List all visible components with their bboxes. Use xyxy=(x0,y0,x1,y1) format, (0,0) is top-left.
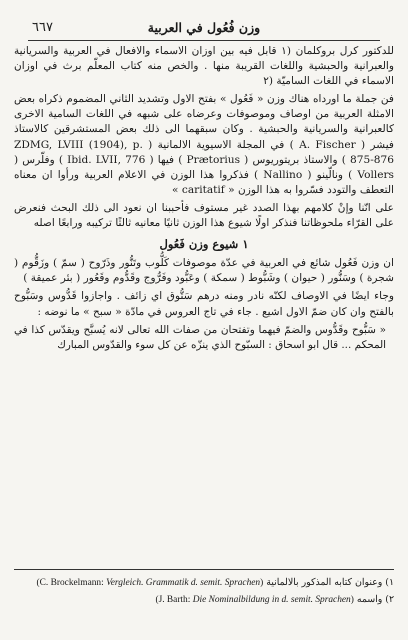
quotation: « سَبُّوح وقَدُّوس والضمّ فيهما وتفتحان من صفات الله تعالى لانه يُسبَّح ويقدّس كذا في المحكم ... قال ابو اسحاق : السبّوح الذي ينزّه عن كل سوء والقدّوس المبارك xyxy=(14,323,386,351)
running-title: وزن فُعُول في العربية xyxy=(147,20,261,35)
footnote-author: J. Barth xyxy=(158,595,188,605)
page-number: ٦٦٧ xyxy=(32,20,53,35)
footnotes xyxy=(14,569,394,607)
header-rule xyxy=(28,40,380,41)
footnote-title: Die Nominalbildung in d. semit. Sprachen xyxy=(192,595,351,605)
footnote-marker: ٢) xyxy=(385,594,394,605)
footnote-arabic: وعنوان كتابه المذكور بالالمانية xyxy=(266,577,383,588)
footnote-marker: ١) xyxy=(385,577,394,588)
footnote-arabic: واسمه xyxy=(356,594,383,605)
paragraph: للدكتور كرل بروكلمان (١ قابل فيه بين اوزان الاسماء والافعال في العربية والسريانية والعبرانية والحبشية واللغات القريبة منها . والخص منه كتاب المعلّم برث في اوزان الاسماء في اللغات الساميّة (٢ xyxy=(14,45,394,88)
footnote-english: (C. Brockelmann: Vergleich. Grammatik d. semit. Sprachen) xyxy=(36,578,264,588)
page-header xyxy=(14,0,394,44)
body-text xyxy=(14,44,394,353)
footnote xyxy=(14,576,394,590)
paragraph: وجاء ايضًا في الاوصاف لكنّه نادر ومنه درهم سَتُّوق اي زائف . واجازوا قَدُّوس وسَبُّوح بالفتح وان كان ضمّ الاول اشيع . جاء في تاج العروس في مادّة « سبح » ما نوضه : xyxy=(14,290,394,318)
footnote-title: Vergleich. Grammatik d. semit. Sprachen xyxy=(106,578,261,588)
paragraph: على انّنا وإنْ كلامهم بهذا الصدد غير مستوف فأحببنا ان نعود الى ذلك البحث فنعرض على القرّاء ملحوظاتنا فنذكر اولًا شيوع هذا الوزن ثانيًا معانيه ثالثًا تركيبه ورابعًا اصله xyxy=(14,201,394,230)
paragraph: فن جملة ما اورداه هناك وزن « فَعُول » بفتح الاول وتشديد الثاني المضموم ذكراه بعض الامثلة العربية من اوصاف وموصوفات وعرضاه على شبهه في اللغات السامية الاخرى كالعبرانية والسريانية والحبشية . وكان سبقهما الى ذلك بعض المستشرقين كالاستاذ فيشر ( A. Fischer ) في المجلة الاسيوية الالمانية ( ZDMG, LVIII (1904), p. 875-876 ) والاستاذ بريتوريوس ( Prætorius ) فيها ( Ibid. LVII, 776 ) وفلّرس ( Vollers ) ونالّينو ( Nallino ) فذكروا هذا الوزن في الاعلام العربية ورأوا ان معناه التعطف والتودد فسّروا به هذا الوزن « caritatif » xyxy=(14,93,395,196)
footnote-english: (J. Barth: Die Nominalbildung in d. semit. Sprachen) xyxy=(155,595,354,605)
footnote xyxy=(14,593,394,607)
section-heading: ١ شيوع وزن فَعُول xyxy=(159,237,249,252)
paragraph: ان وزن فَعُول شائع في العربية في عدّة موصوفات كَلُّوب وتَنُّور وذَرّوح ( سمّ ) وزَقُّوم ( شجرة ) وسَنُّور ( حيوان ) وشَبُّوط ( سمكة ) وعَبُّود وفَرُّوج وقَدُّوم وقَعُور ( بئر عميقة ) xyxy=(14,257,394,285)
footnote-author: C. Brockelmann xyxy=(39,578,102,588)
